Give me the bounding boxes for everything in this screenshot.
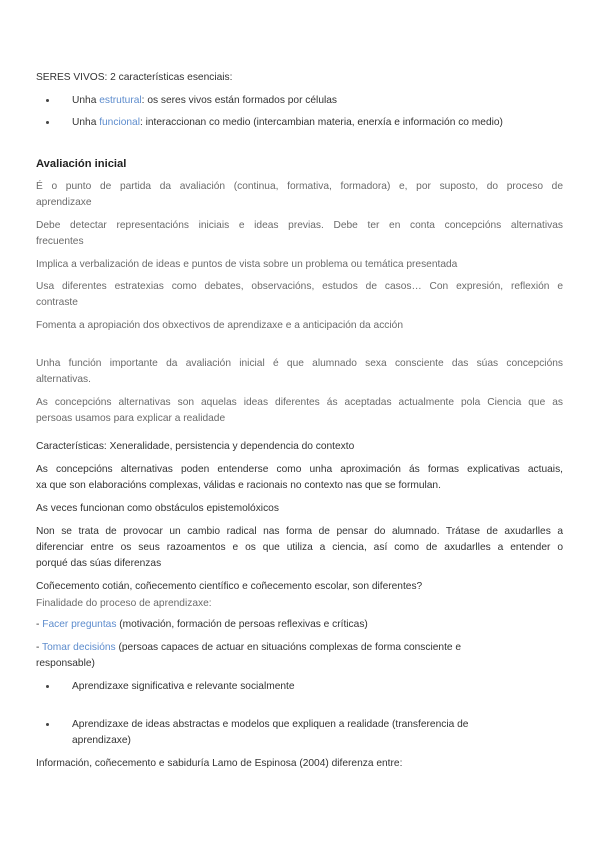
paragraph-4-line-2: contraste (36, 297, 78, 308)
bullet-rest: : os seres vivos están formados por células (141, 95, 338, 106)
paragraph-14: Información, coñecemento e sabiduría Lamo de Espinosa (2004) diferenza entre: (36, 758, 403, 769)
ask-questions-term: Facer preguntas (42, 619, 117, 630)
bullet-dot (46, 718, 52, 724)
bullet-lead: Unha (72, 95, 100, 106)
dash-item-questions (36, 618, 368, 632)
paragraph-7-line-2: persoas usamos para explicar a realidade (36, 413, 226, 424)
paragraph-11-line-2: diferenciar entre os seus razoamentos e os que utiliza a ciencia, así como de axudarlles a entender o (36, 542, 563, 553)
paragraph-12: Coñecemento cotián, coñecemento científico e coñecemento escolar, son diferentes? (36, 581, 423, 592)
bullet-dot (46, 680, 52, 686)
bullet-lead: Unha (72, 117, 100, 128)
paragraph-characteristics: Características: Xeneralidade, persistencia y dependencia do contexto (36, 441, 355, 452)
paragraph-4-line-1: Usa diferentes estratexias como debates, observacións, estudos de casos… Con expresión, reflexión e (36, 281, 563, 292)
paragraph-6-line-1: Unha función importante da avaliación inicial é que alumnado sexa consciente das súas concepcións (36, 358, 563, 369)
dash-item-decisions-line-2: responsable) (36, 658, 95, 669)
make-decisions-term: Tomar decisións (42, 642, 116, 653)
bullet-structural (72, 94, 337, 108)
dash-item-rest: (motivación, formación de persoas reflexivas e críticas) (116, 619, 368, 630)
structural-term: estrutural (99, 95, 142, 106)
bullet-significant-learning: Aprendizaxe significativa e relevante socialmente (72, 681, 295, 692)
bullet-abstract-ideas-line-2: aprendizaxe) (72, 735, 131, 746)
paragraph-1-line-1: É o punto de partida da avaliación (continua, formativa, formadora) e, por suposto, do proceso de (36, 181, 563, 192)
paragraph-5: Fomenta a apropiación dos obxectivos de aprendizaxe e a anticipación da acción (36, 320, 403, 331)
paragraph-13: Finalidade do proceso de aprendizaxe: (36, 598, 212, 609)
paragraph-11-line-3: porqué das súas diferenzas (36, 558, 162, 569)
paragraph-11-line-1: Non se trata de provocar un cambio radical nas forma de pensar do alumnado. Trátase de axudarlles a (36, 526, 563, 537)
bullet-abstract-ideas-line-1: Aprendizaxe de ideas abstractas e modelos que expliquen a realidade (transferencia de (72, 719, 469, 730)
section-heading: Avaliación inicial (36, 158, 127, 170)
paragraph-6-line-2: alternativas. (36, 374, 91, 385)
paragraph-3: Implica a verbalización de ideas e puntos de vista sobre un problema ou temática presentada (36, 259, 458, 270)
dash-mark: - (36, 619, 43, 630)
functional-term: funcional (99, 117, 140, 128)
paragraph-1-line-2: aprendizaxe (36, 197, 92, 208)
paragraph-2-line-2: frecuentes (36, 236, 84, 247)
paragraph-2-line-1: Debe detectar representacións iniciais e ideas previas. Debe ter en conta concepcións alternativas (36, 220, 563, 231)
intro-line: SERES VIVOS: 2 características esenciais: (36, 72, 233, 83)
dash-item-rest: (persoas capaces de actuar en situacións complexas de forma consciente e (115, 642, 462, 653)
paragraph-10: As veces funcionan como obstáculos epistemolóxicos (36, 503, 279, 514)
bullet-functional (72, 116, 503, 130)
bullet-rest: : interaccionan co medio (intercambian materia, enerxía e información co medio) (139, 117, 503, 128)
paragraph-9-line-1: As concepcións alternativas poden entenderse como unha aproximación ás formas explicativas actuais, (36, 464, 563, 475)
dash-item-decisions (36, 641, 461, 655)
dash-mark: - (36, 642, 43, 653)
paragraph-9-line-2: xa que son elaboracións complexas, válidas e racionais no contexto nas que se formulan. (36, 480, 441, 491)
bullet-dot (46, 116, 52, 122)
bullet-dot (46, 94, 52, 100)
paragraph-7-line-1: As concepcións alternativas son aquelas ideas diferentes ás aceptadas actualmente pola Ciencia que as (36, 397, 563, 408)
